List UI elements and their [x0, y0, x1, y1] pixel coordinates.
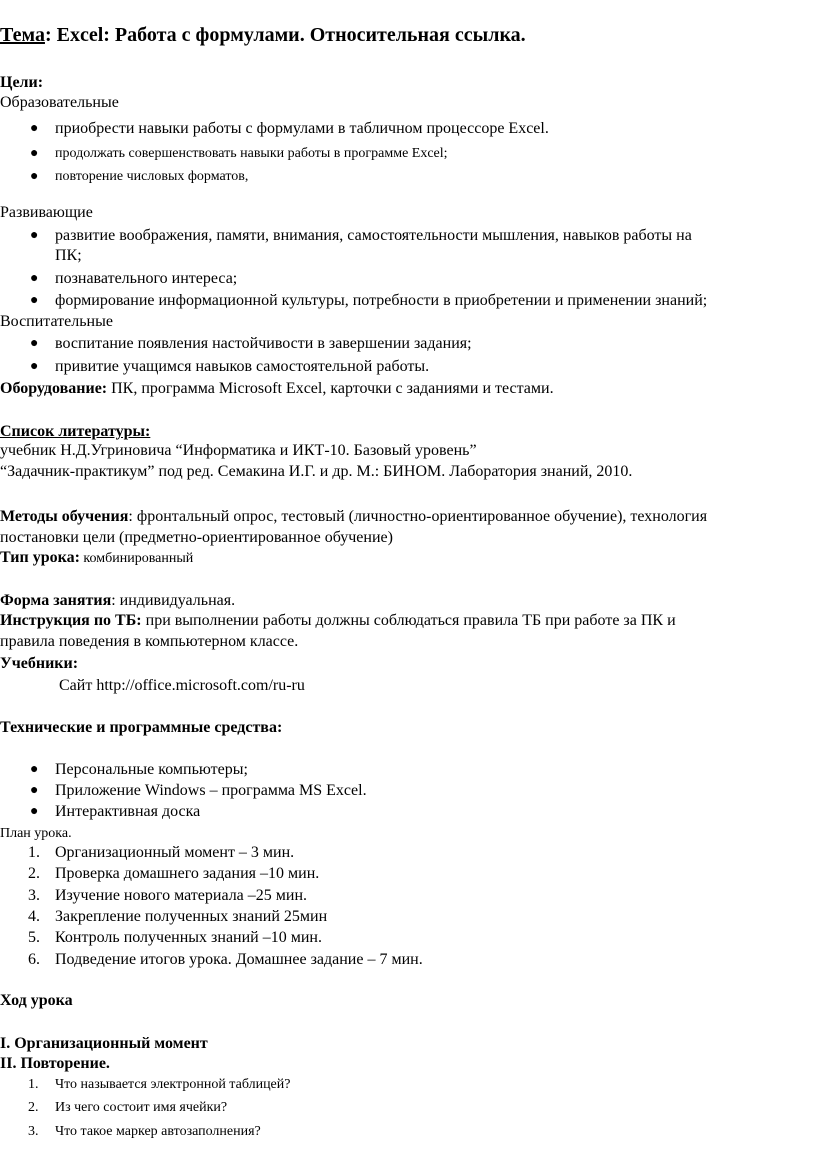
- bullet-icon: ●: [30, 359, 39, 374]
- form-line: Форма занятия: индивидуальная.: [0, 592, 236, 609]
- safety-line: Инструкция по ТБ: при выполнении работы должны соблюдаться правила ТБ при работе за ПК и: [0, 612, 676, 629]
- plan-label: План урока.: [0, 826, 72, 841]
- bullet-icon: ●: [30, 121, 39, 136]
- title-prefix: Тема: [0, 24, 45, 46]
- bullet-icon: ●: [30, 146, 39, 161]
- bullet-icon: ●: [30, 762, 39, 777]
- course-heading: Ход урока: [0, 992, 73, 1009]
- literature-heading: Список литературы:: [0, 423, 151, 440]
- bullet-icon: ●: [30, 336, 39, 351]
- methods-line-2: постановки цели (предметно-ориентированное обучение): [0, 529, 393, 546]
- developing-label: Развивающие: [0, 204, 93, 221]
- literature-item: учебник Н.Д.Угриновича “Информатика и ИКТ-10. Базовый уровень”: [0, 442, 477, 459]
- equipment-line: Оборудование: ПК, программа Microsoft Excel, карточки с заданиями и тестами.: [0, 380, 554, 397]
- safety-line-2: правила поведения в компьютерном классе.: [0, 633, 299, 650]
- methods-line: Методы обучения: фронтальный опрос, тестовый (личностно-ориентированное обучение), технология: [0, 508, 708, 525]
- literature-item: “Задачник-практикум” под ред. Семакина И.Г. и др. М.: БИНОМ. Лаборатория знаний, 2010.: [0, 463, 633, 480]
- section-heading: I. Организационный момент: [0, 1035, 208, 1052]
- bullet-icon: ●: [30, 271, 39, 286]
- section-heading: II. Повторение.: [0, 1055, 110, 1072]
- bullet-icon: ●: [30, 804, 39, 819]
- page-title: [0, 25, 526, 45]
- document-page: Тема: Excel: Работа с формулами. Относительная ссылка. Цели: Образовательные ● приобрести навыки работы с формулами в табличном процессоре Excel. ● продолжать совершенствовать навыки работы в программе Excel; ● повторение числовых форматов, Развивающие ● развитие воображения, памяти, внимания, самостоятельности мышления, навыков работы на ПК; ● познавательного интереса; ● формирование информационной культуры, потребности в приобретении и применении знаний; Воспитательные ● воспитание появления настойчивости в завершении задания; ● привитие учащимся навыков самостоятельной работы. Оборудование: ПК, программа Microsoft Excel, карточки с заданиями и тестами. Список литературы: учебник Н.Д.Угриновича “Информатика и ИКТ-10. Базовый уровень” “Задачник-практикум” под ред. Семакина И.Г. и др. М.: БИНОМ. Лаборатория знаний, 2010. Методы обучения: фронтальный опрос, тестовый (личностно-ориентированное обучение), технология постановки цели (предметно-ориентированное обучение) Тип урока: комбинированный Форма занятия: индивидуальная. Инструкция по ТБ: при выполнении работы должны соблюдаться правила ТБ при работе за ПК и правила поведения в компьютерном классе. Учебники: Сайт http://office.microsoft.com/ru-ru Технические и программные средства: ● Персональные компьютеры; ● Приложение Windows – программа MS Excel. ● Интерактивная доска План урока. 1. Организационный момент – 3 мин. 2. Проверка домашнего задания –10 мин. 3. Изучение нового материала –25 мин. 4. Закрепление полученных знаний 25мин 5. Контроль полученных знаний –10 мин. 6. Подведение итогов урока. Домашнее задание – 7 мин. Ход урока I. Организационный момент II. Повторение. 1. Что называется электронной таблицей? 2. Из чего состоит имя ячейки? 3. Что такое маркер автозаполнения?: [0, 24, 708, 1139]
- textbooks-site: Сайт http://office.microsoft.com/ru-ru: [59, 677, 305, 694]
- bullet-icon: ●: [30, 783, 39, 798]
- bullet-icon: ●: [30, 228, 39, 243]
- bullet-icon: ●: [30, 293, 39, 308]
- tech-heading: Технические и программные средства:: [0, 719, 283, 736]
- textbooks-label: Учебники:: [0, 655, 79, 672]
- upbringing-label: Воспитательные: [0, 313, 113, 330]
- educational-label: Образовательные: [0, 94, 119, 111]
- bullet-icon: ●: [30, 169, 39, 184]
- lesson-type-line: Тип урока: комбинированный: [0, 549, 194, 566]
- title-text: : Excel: Работа с формулами. Относительная ссылка.: [44, 24, 526, 46]
- goals-heading: Цели:: [0, 74, 44, 91]
